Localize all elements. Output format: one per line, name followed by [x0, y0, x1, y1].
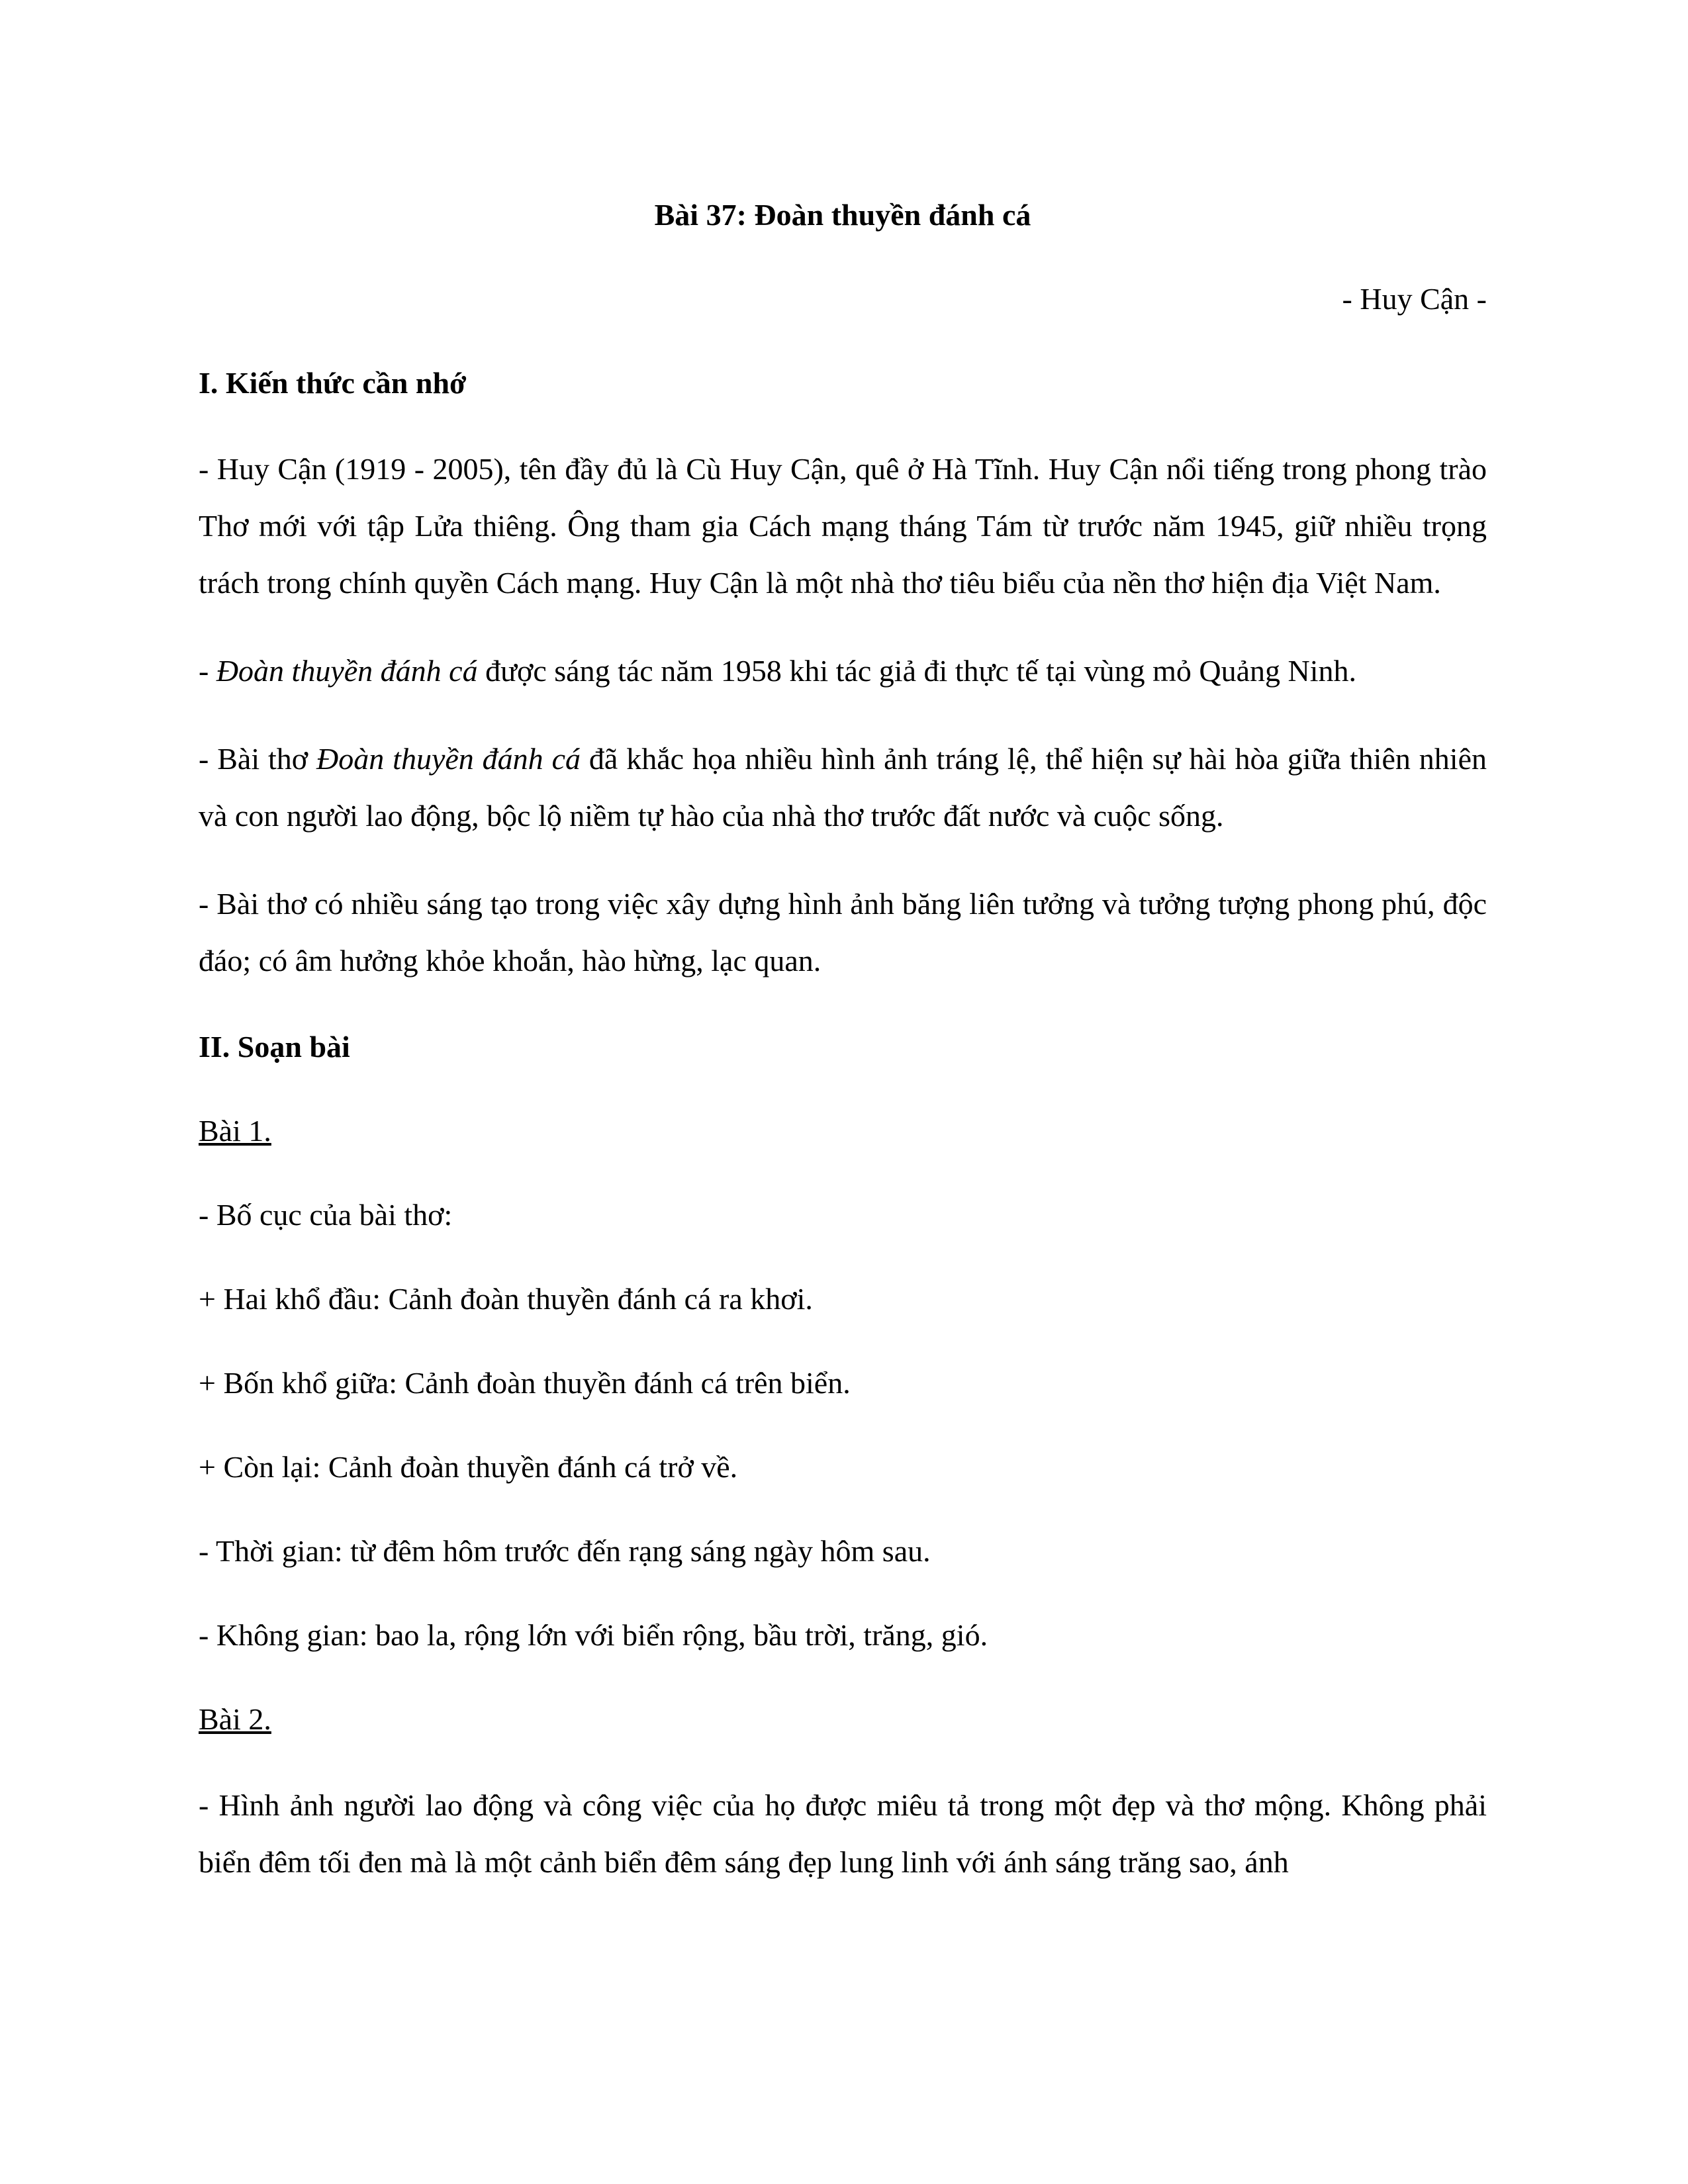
paragraph-prefix: - [199, 654, 216, 688]
section-heading-2: II. Soạn bài [199, 1030, 350, 1064]
spacer [199, 410, 1487, 441]
spacer [199, 1746, 1487, 1777]
exercise-label-2: Bài 2. [199, 1702, 271, 1736]
list-item: + Hai khổ đầu: Cảnh đoàn thuyền đánh cá ra khơi. [199, 1282, 813, 1316]
spacer [199, 1662, 1487, 1693]
exercise-label-1: Bài 1. [199, 1114, 271, 1148]
poem-title-italic: Đoàn thuyền đánh cá [216, 654, 478, 688]
paragraph-text: đã khắc họa nhiều hình ảnh tráng lệ, thể hiện sự hài hòa giữa thiên nhiên và con người lao động, bộc lộ niềm tự hào của nhà thơ trước đất nước và cuộc sống. [199, 742, 1487, 833]
spacer [199, 1242, 1487, 1273]
spacer [199, 1410, 1487, 1441]
paragraph-prefix: - Bài thơ [199, 742, 317, 776]
spacer [199, 844, 1487, 876]
spacer [199, 326, 1487, 357]
list-item: - Không gian: bao la, rộng lớn với biển rộng, bầu trời, trăng, gió. [199, 1618, 988, 1652]
spacer [199, 1326, 1487, 1357]
author-line: - Huy Cận - [1342, 282, 1487, 316]
spacer [199, 989, 1487, 1021]
spacer [199, 1073, 1487, 1105]
list-item: - Bố cục của bài thơ: [199, 1198, 453, 1232]
list-item: + Còn lại: Cảnh đoàn thuyền đánh cá trở về. [199, 1450, 738, 1484]
paragraph-art: - Bài thơ có nhiều sáng tạo trong việc xây dựng hình ảnh băng liên tưởng và tưởng tượng phong phú, độc đáo; có âm hưởng khỏe khoắn, hào hừng, lạc quan. [199, 887, 1487, 978]
document-content [199, 189, 1487, 1891]
spacer [199, 1158, 1487, 1189]
spacer [199, 1494, 1487, 1525]
paragraph-content [199, 731, 1487, 844]
spacer [199, 612, 1487, 643]
poem-title-italic: Đoàn thuyền đánh cá [316, 742, 581, 776]
document-title: Bài 37: Đoàn thuyền đánh cá [654, 198, 1031, 232]
spacer [199, 700, 1487, 731]
paragraph-text: được sáng tác năm 1958 khi tác giả đi thực tế tại vùng mỏ Quảng Ninh. [477, 654, 1356, 688]
spacer [199, 1578, 1487, 1609]
paragraph-author-bio: - Huy Cận (1919 - 2005), tên đầy đủ là Cù Huy Cận, quê ở Hà Tĩnh. Huy Cận nổi tiếng trong phong trào Thơ mới với tập Lửa thiêng. Ông tham gia Cách mạng tháng Tám từ trước năm 1945, giữ nhiều trọng trách trong chính quyền Cách mạng. Huy Cận là một nhà thơ tiêu biểu của nền thơ hiện địa Việt Nam. [199, 452, 1487, 600]
paragraph-workers: - Hình ảnh người lao động và công việc của họ được miêu tả trong một đẹp và thơ mộng. Không phải biển đêm tối đen mà là một cảnh biển đêm sáng đẹp lung linh với ánh sáng trăng sao, ánh [199, 1788, 1487, 1879]
paragraph-composition [199, 643, 1487, 700]
list-item: - Thời gian: từ đêm hôm trước đến rạng sáng ngày hôm sau. [199, 1534, 931, 1568]
section-heading-1: I. Kiến thức cần nhớ [199, 366, 467, 400]
list-item: + Bốn khổ giữa: Cảnh đoàn thuyền đánh cá trên biển. [199, 1366, 851, 1400]
